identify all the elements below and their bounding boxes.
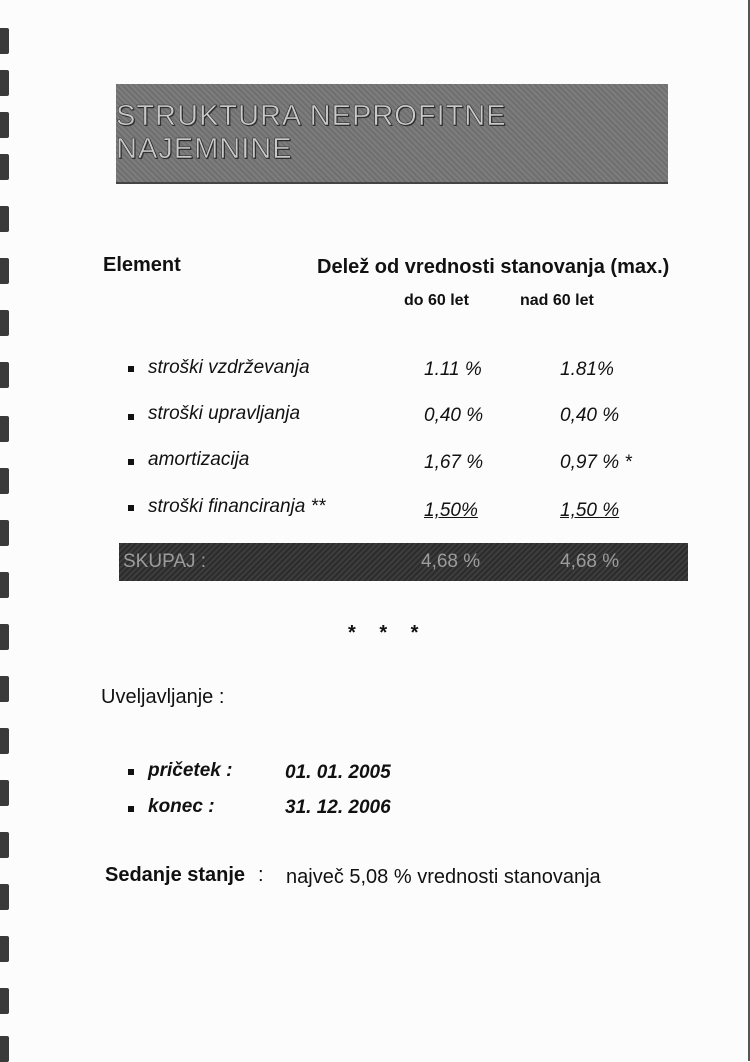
total-label: SKUPAJ :: [123, 551, 207, 572]
bullet-icon: [128, 366, 134, 372]
row-value-under60: 0,40 %: [424, 405, 484, 426]
validity-heading: Uveljavljanje :: [101, 686, 225, 708]
current-state-label: Sedanje stanje: [105, 864, 246, 886]
row-value-over60: 0,40 %: [560, 405, 620, 426]
current-state-colon: :: [258, 864, 264, 886]
total-value-over60: 4,68 %: [560, 551, 620, 572]
bullet-icon: [128, 459, 134, 465]
row-value-under60: 1,67 %: [424, 452, 484, 473]
row-value-under60: 1,50%: [424, 500, 478, 521]
binder-holes: [0, 0, 14, 1061]
start-date: 01. 01. 2005: [285, 762, 391, 783]
total-value-under60: 4,68 %: [421, 551, 481, 572]
current-state-value: največ 5,08 % vrednosti stanovanja: [286, 866, 601, 888]
title-banner: [116, 84, 668, 184]
row-label: amortizacija: [148, 449, 250, 470]
end-date: 31. 12. 2006: [285, 797, 391, 818]
bullet-icon: [128, 505, 134, 511]
row-label: stroški financiranja **: [148, 496, 326, 517]
bullet-icon: [128, 769, 134, 775]
row-value-over60: 0,97 % *: [560, 452, 632, 473]
row-label: stroški vzdrževanja: [148, 357, 310, 378]
bullet-icon: [128, 806, 134, 812]
row-value-under60: 1.11 %: [424, 359, 482, 380]
page-title: STRUKTURA NEPROFITNE NAJEMNINE: [116, 100, 507, 165]
row-value-over60: 1,50 %: [560, 500, 620, 521]
total-row: [119, 543, 688, 581]
column-header-share: Delež od vrednosti stanovanja (max.): [317, 256, 670, 278]
separator: * * *: [348, 622, 419, 644]
start-label: pričetek :: [148, 760, 233, 781]
end-label: konec :: [148, 796, 215, 817]
bullet-icon: [128, 414, 134, 420]
column-header-under60: do 60 let: [404, 292, 469, 309]
column-header-element: Element: [103, 254, 181, 276]
row-label: stroški upravljanja: [148, 403, 301, 424]
column-header-over60: nad 60 let: [520, 292, 594, 309]
row-value-over60: 1.81%: [560, 359, 614, 380]
